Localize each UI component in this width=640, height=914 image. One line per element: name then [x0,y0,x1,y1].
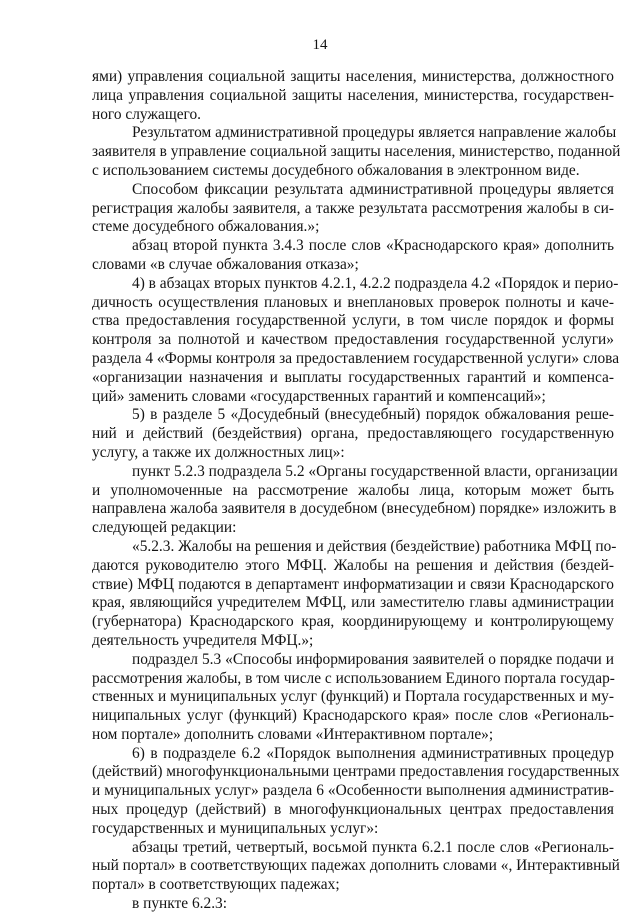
text-line: ственных и муниципальных услуг (функций) и Портала государственных и му- [92,688,614,706]
text-line: стеме досудебного обжалования.»; [92,218,320,236]
paragraph [92,537,617,651]
text-line: заявителя в управление социальной защиты населения, министерство, поданной [92,143,621,161]
text-line: (губернатора) Краснодарского края, координирующему и контролирующему [92,613,614,631]
text-line: 6) в подразделе 6.2 «Порядок выполнения административных процедур [132,744,614,762]
paragraph [92,838,620,895]
text-line: «5.2.3. Жалобы на решения и действия (бездействие) работника МФЦ по- [132,537,617,555]
text-line: в пункте 6.2.3: [132,895,228,913]
paragraph [92,274,620,407]
text-line: контроля за полнотой и качеством предоставления государственной услуги» [92,331,614,349]
text-line: 4) в абзацах вторых пунктов 4.2.1, 4.2.2 подраздела 4.2 «Порядок и перио- [132,274,619,292]
text-line: следующей редакции: [92,519,237,537]
paragraph [92,124,621,180]
paragraph [92,744,620,839]
text-line: абзацы третий, четвертый, восьмой пункта 6.2.1 после слов «Региональ- [132,838,614,856]
text-line: раздела 4 «Формы контроля за предоставлением государственной услуги» слова [92,349,620,367]
text-line: и уполномоченные на рассмотрение жалобы лица, которым может быть [92,481,614,499]
text-line: ства предоставления государственной услуги, в том числе порядок и формы [92,312,614,330]
text-line: подраздел 5.3 «Способы информирования заявителей о порядке подачи и [132,650,614,668]
text-line: с использованием системы досудебного обжалования в электронном виде. [92,161,580,179]
paragraph [92,237,614,275]
document-body [92,68,621,914]
text-line: ных процедур (действий) в многофункциональных центрах предоставления [92,801,614,819]
text-line: лица управления социальной защиты населения, министерства, государствен- [92,86,614,104]
paragraph [92,406,614,462]
text-line: направлена жалоба заявителя в досудебном (внесудебном) порядке» изложить в [92,500,617,518]
text-line: портал» в соответствующих падежах; [92,876,340,894]
text-line: регистрация жалобы заявителя, а также результата рассмотрения жалобы в си- [92,199,614,217]
text-line: даются руководителю этого МФЦ. Жалобы на решения и действия (бездей- [92,556,614,574]
text-line: ниципальных услуг (функций) Краснодарского края» после слов «Региональ- [92,707,614,725]
text-line: услугу, а также их должностных лиц»: [92,443,345,461]
text-line: ного служащего. [92,105,202,123]
text-line: «организации назначения и выплаты государственных гарантий и компенса- [92,368,614,386]
text-line: и муниципальных услуг» раздела 6 «Особенности выполнения административ- [92,782,614,800]
text-line: Результатом административной процедуры является направление жалобы [132,124,617,142]
paragraph [92,181,614,237]
text-line: ный портал» в соответствующих падежах дополнить словами «, Интерактивный [92,857,620,875]
text-line: ном портале» дополнить словами «Интерактивном портале»; [92,725,494,743]
text-line: (действий) многофункциональными центрами предоставления государственных [92,763,620,781]
text-line: словами «в случае обжалования отказа»; [92,255,359,273]
text-line: ний и действий (бездействия) органа, предоставляющего государственную [92,425,614,443]
paragraph [92,68,614,124]
text-line: деятельность учредителя МФЦ.»; [92,631,314,649]
text-line: ствие) МФЦ подаются в департамент информатизации и связи Краснодарского [92,575,614,593]
text-line: пункт 5.2.3 подраздела 5.2 «Органы государственной власти, организации [132,462,618,480]
text-line: рассмотрения жалобы, в том числе с использованием Единого портала государ- [92,669,615,687]
text-line: государственных и муниципальных услуг»: [92,819,379,837]
text-line: ями) управления социальной защиты населения, министерства, должностного [92,68,614,85]
text-line: абзац второй пункта 3.4.3 после слов «Краснодарского края» дополнить [132,237,614,255]
text-line: 5) в разделе 5 «Досудебный (внесудебный) порядок обжалования реше- [132,406,614,424]
paragraph [92,462,618,538]
paragraph [92,895,614,914]
paragraph [92,651,614,745]
page-number: 14 [312,37,328,53]
text-line: Способом фиксации результата административной процедуры является [132,180,614,198]
text-line: дичность осуществления плановых и внеплановых проверок полноты и каче- [92,293,614,311]
text-line: края, являющийся учредителем МФЦ, или заместителю главы администрации [92,594,614,612]
text-line: ций» заменить словами «государственных гарантий и компенсаций»; [92,387,546,405]
